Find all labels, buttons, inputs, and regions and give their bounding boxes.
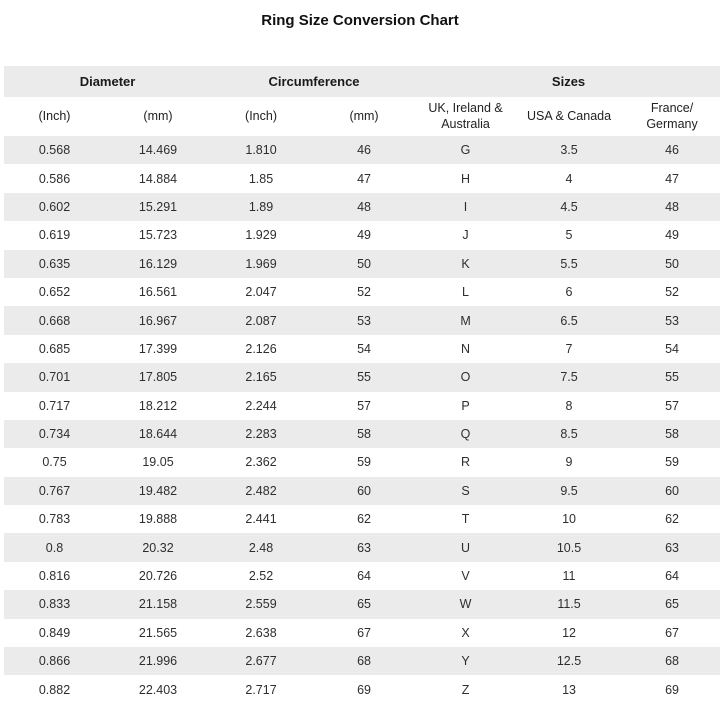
cell-france-germany: 67 [624, 619, 720, 647]
cell-circumference-mm: 67 [311, 619, 417, 647]
cell-usa-canada: 5.5 [514, 250, 624, 278]
cell-usa-canada: 9 [514, 448, 624, 476]
cell-diameter-inch: 0.866 [4, 647, 105, 675]
table-row [4, 675, 720, 703]
cell-circumference-mm: 47 [311, 164, 417, 192]
cell-circumference-inch: 1.969 [211, 250, 311, 278]
cell-diameter-mm: 16.967 [105, 306, 211, 334]
cell-circumference-inch: 2.441 [211, 505, 311, 533]
cell-circumference-inch: 1.85 [211, 164, 311, 192]
cell-uk-ireland-australia: Z [417, 675, 514, 703]
cell-diameter-inch: 0.849 [4, 619, 105, 647]
cell-usa-canada: 8.5 [514, 420, 624, 448]
cell-diameter-inch: 0.8 [4, 533, 105, 561]
cell-diameter-mm: 16.129 [105, 250, 211, 278]
cell-usa-canada: 6.5 [514, 306, 624, 334]
cell-diameter-inch: 0.652 [4, 278, 105, 306]
cell-circumference-mm: 52 [311, 278, 417, 306]
cell-diameter-inch: 0.586 [4, 164, 105, 192]
table-row [4, 164, 720, 192]
table-row [4, 562, 720, 590]
cell-circumference-inch: 1.89 [211, 193, 311, 221]
cell-circumference-mm: 62 [311, 505, 417, 533]
cell-france-germany: 47 [624, 164, 720, 192]
cell-diameter-mm: 18.212 [105, 392, 211, 420]
cell-diameter-mm: 17.805 [105, 363, 211, 391]
cell-circumference-mm: 58 [311, 420, 417, 448]
cell-diameter-inch: 0.75 [4, 448, 105, 476]
cell-circumference-mm: 55 [311, 363, 417, 391]
group-header-circumference: Circumference [211, 66, 417, 97]
column-header-uk-ireland-australia: UK, Ireland & Australia [417, 97, 514, 136]
cell-france-germany: 65 [624, 590, 720, 618]
cell-circumference-inch: 2.087 [211, 306, 311, 334]
cell-france-germany: 60 [624, 477, 720, 505]
cell-usa-canada: 7 [514, 335, 624, 363]
cell-circumference-mm: 64 [311, 562, 417, 590]
cell-diameter-mm: 16.561 [105, 278, 211, 306]
table-row [4, 647, 720, 675]
cell-diameter-inch: 0.668 [4, 306, 105, 334]
cell-diameter-mm: 14.884 [105, 164, 211, 192]
cell-diameter-inch: 0.783 [4, 505, 105, 533]
table-row [4, 619, 720, 647]
cell-diameter-mm: 22.403 [105, 675, 211, 703]
table-row [4, 221, 720, 249]
cell-diameter-inch: 0.619 [4, 221, 105, 249]
cell-circumference-inch: 2.48 [211, 533, 311, 561]
cell-circumference-mm: 68 [311, 647, 417, 675]
column-header-diameter-mm: (mm) [105, 97, 211, 136]
table-row [4, 250, 720, 278]
cell-diameter-inch: 0.734 [4, 420, 105, 448]
cell-diameter-mm: 15.291 [105, 193, 211, 221]
cell-uk-ireland-australia: Y [417, 647, 514, 675]
cell-france-germany: 68 [624, 647, 720, 675]
cell-usa-canada: 13 [514, 675, 624, 703]
cell-usa-canada: 11 [514, 562, 624, 590]
ring-size-conversion-table [4, 66, 720, 704]
cell-france-germany: 52 [624, 278, 720, 306]
cell-usa-canada: 10 [514, 505, 624, 533]
cell-usa-canada: 10.5 [514, 533, 624, 561]
cell-france-germany: 55 [624, 363, 720, 391]
cell-circumference-mm: 49 [311, 221, 417, 249]
cell-usa-canada: 8 [514, 392, 624, 420]
cell-uk-ireland-australia: P [417, 392, 514, 420]
cell-usa-canada: 4 [514, 164, 624, 192]
cell-france-germany: 53 [624, 306, 720, 334]
cell-france-germany: 69 [624, 675, 720, 703]
cell-diameter-mm: 15.723 [105, 221, 211, 249]
column-header-row [4, 97, 720, 136]
cell-circumference-mm: 50 [311, 250, 417, 278]
cell-diameter-inch: 0.767 [4, 477, 105, 505]
cell-uk-ireland-australia: T [417, 505, 514, 533]
cell-diameter-mm: 21.158 [105, 590, 211, 618]
cell-circumference-mm: 54 [311, 335, 417, 363]
cell-circumference-inch: 2.244 [211, 392, 311, 420]
cell-diameter-inch: 0.882 [4, 675, 105, 703]
cell-france-germany: 54 [624, 335, 720, 363]
column-header-diameter-inch: (Inch) [4, 97, 105, 136]
cell-circumference-inch: 2.126 [211, 335, 311, 363]
page-title: Ring Size Conversion Chart [261, 12, 459, 29]
cell-diameter-inch: 0.833 [4, 590, 105, 618]
cell-france-germany: 57 [624, 392, 720, 420]
cell-diameter-mm: 14.469 [105, 136, 211, 164]
table-row [4, 477, 720, 505]
cell-circumference-mm: 48 [311, 193, 417, 221]
table-row [4, 363, 720, 391]
table-row [4, 420, 720, 448]
cell-diameter-mm: 20.726 [105, 562, 211, 590]
cell-usa-canada: 3.5 [514, 136, 624, 164]
cell-circumference-inch: 2.559 [211, 590, 311, 618]
table-header [4, 66, 720, 136]
cell-diameter-inch: 0.816 [4, 562, 105, 590]
cell-circumference-inch: 2.638 [211, 619, 311, 647]
cell-france-germany: 48 [624, 193, 720, 221]
cell-uk-ireland-australia: X [417, 619, 514, 647]
cell-circumference-mm: 57 [311, 392, 417, 420]
cell-circumference-inch: 2.047 [211, 278, 311, 306]
cell-usa-canada: 12 [514, 619, 624, 647]
cell-circumference-mm: 69 [311, 675, 417, 703]
cell-circumference-inch: 2.362 [211, 448, 311, 476]
cell-uk-ireland-australia: O [417, 363, 514, 391]
cell-diameter-mm: 21.996 [105, 647, 211, 675]
cell-diameter-inch: 0.701 [4, 363, 105, 391]
table-row [4, 335, 720, 363]
cell-france-germany: 59 [624, 448, 720, 476]
cell-uk-ireland-australia: U [417, 533, 514, 561]
cell-circumference-mm: 60 [311, 477, 417, 505]
cell-uk-ireland-australia: N [417, 335, 514, 363]
group-header-sizes: Sizes [417, 66, 720, 97]
cell-usa-canada: 12.5 [514, 647, 624, 675]
column-header-circumference-mm: (mm) [311, 97, 417, 136]
table-row [4, 448, 720, 476]
cell-diameter-mm: 19.05 [105, 448, 211, 476]
cell-diameter-inch: 0.568 [4, 136, 105, 164]
table-row [4, 590, 720, 618]
cell-diameter-mm: 21.565 [105, 619, 211, 647]
column-header-circumference-inch: (Inch) [211, 97, 311, 136]
cell-uk-ireland-australia: W [417, 590, 514, 618]
table-row [4, 505, 720, 533]
table-row [4, 533, 720, 561]
cell-usa-canada: 5 [514, 221, 624, 249]
cell-france-germany: 62 [624, 505, 720, 533]
cell-diameter-inch: 0.602 [4, 193, 105, 221]
cell-circumference-inch: 1.929 [211, 221, 311, 249]
cell-uk-ireland-australia: L [417, 278, 514, 306]
cell-circumference-inch: 2.52 [211, 562, 311, 590]
cell-usa-canada: 7.5 [514, 363, 624, 391]
cell-circumference-mm: 53 [311, 306, 417, 334]
cell-france-germany: 49 [624, 221, 720, 249]
cell-circumference-mm: 63 [311, 533, 417, 561]
cell-usa-canada: 9.5 [514, 477, 624, 505]
cell-circumference-inch: 2.482 [211, 477, 311, 505]
cell-diameter-inch: 0.635 [4, 250, 105, 278]
cell-france-germany: 46 [624, 136, 720, 164]
cell-uk-ireland-australia: R [417, 448, 514, 476]
cell-circumference-mm: 65 [311, 590, 417, 618]
cell-circumference-inch: 2.165 [211, 363, 311, 391]
cell-uk-ireland-australia: S [417, 477, 514, 505]
cell-usa-canada: 11.5 [514, 590, 624, 618]
cell-uk-ireland-australia: H [417, 164, 514, 192]
table-row [4, 136, 720, 164]
cell-circumference-mm: 59 [311, 448, 417, 476]
cell-france-germany: 64 [624, 562, 720, 590]
cell-uk-ireland-australia: I [417, 193, 514, 221]
cell-uk-ireland-australia: M [417, 306, 514, 334]
cell-uk-ireland-australia: K [417, 250, 514, 278]
table-row [4, 193, 720, 221]
group-header-row [4, 66, 720, 97]
cell-diameter-mm: 20.32 [105, 533, 211, 561]
cell-usa-canada: 6 [514, 278, 624, 306]
cell-circumference-inch: 2.717 [211, 675, 311, 703]
cell-diameter-inch: 0.685 [4, 335, 105, 363]
cell-circumference-inch: 2.677 [211, 647, 311, 675]
cell-france-germany: 58 [624, 420, 720, 448]
table-body [4, 136, 720, 704]
column-header-usa-canada: USA & Canada [514, 97, 624, 136]
cell-uk-ireland-australia: Q [417, 420, 514, 448]
cell-diameter-mm: 17.399 [105, 335, 211, 363]
table-row [4, 278, 720, 306]
cell-usa-canada: 4.5 [514, 193, 624, 221]
cell-uk-ireland-australia: V [417, 562, 514, 590]
cell-circumference-mm: 46 [311, 136, 417, 164]
cell-uk-ireland-australia: J [417, 221, 514, 249]
cell-france-germany: 50 [624, 250, 720, 278]
column-header-france-germany: France/ Germany [624, 97, 720, 136]
cell-diameter-mm: 18.644 [105, 420, 211, 448]
cell-diameter-inch: 0.717 [4, 392, 105, 420]
cell-diameter-mm: 19.888 [105, 505, 211, 533]
cell-uk-ireland-australia: G [417, 136, 514, 164]
table-row [4, 392, 720, 420]
cell-circumference-inch: 2.283 [211, 420, 311, 448]
cell-circumference-inch: 1.810 [211, 136, 311, 164]
cell-france-germany: 63 [624, 533, 720, 561]
table-row [4, 306, 720, 334]
group-header-diameter: Diameter [4, 66, 211, 97]
cell-diameter-mm: 19.482 [105, 477, 211, 505]
